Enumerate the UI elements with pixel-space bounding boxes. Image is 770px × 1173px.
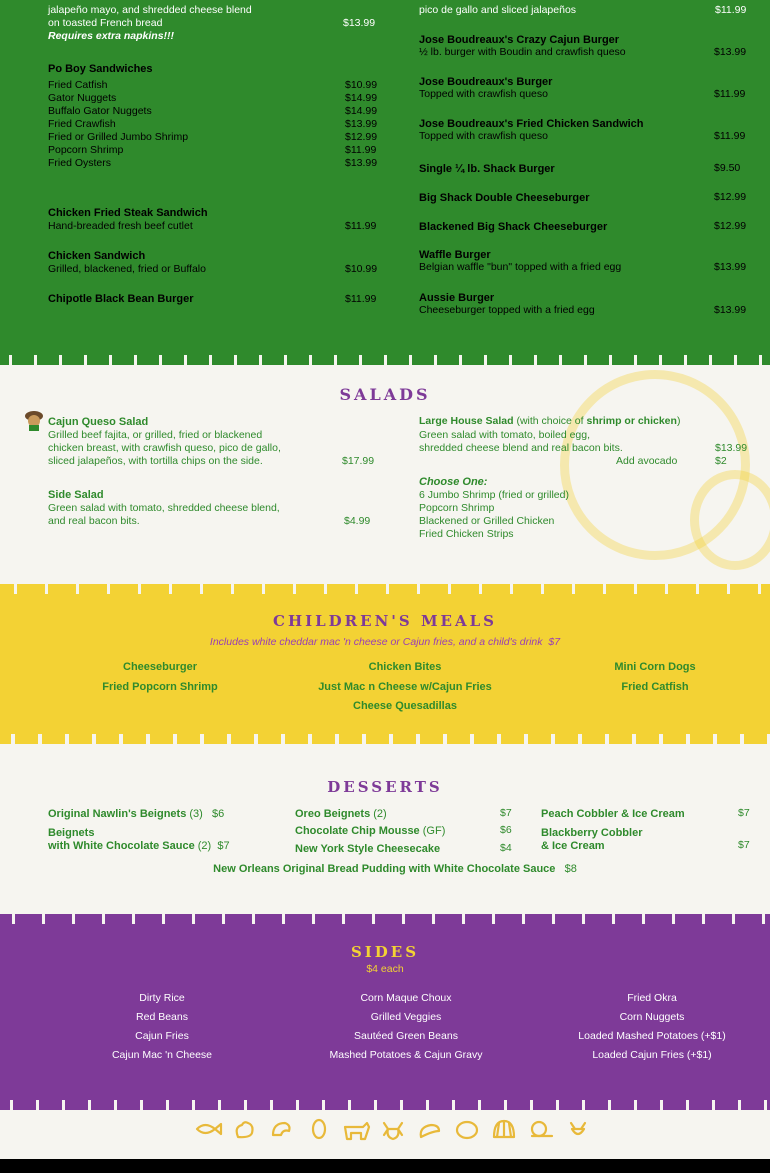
kid-meal: Fried Catfish	[621, 681, 689, 693]
po-boy-item: Fried Oysters	[48, 157, 112, 169]
menu-item-desc: and real bacon bits.	[48, 515, 140, 527]
item-price: $2	[715, 455, 727, 467]
corn-icon	[306, 1118, 334, 1147]
green-section	[0, 0, 770, 360]
dessert-name: Oreo Beignets	[295, 808, 371, 820]
crawfish-icon	[380, 1118, 408, 1147]
item-price: $11.99	[345, 220, 377, 232]
menu-item-name: Aussie Burger	[419, 292, 495, 304]
chicken-icon	[232, 1118, 260, 1147]
side-item: Corn Maque Choux	[360, 992, 452, 1004]
children-subtitle	[0, 636, 770, 648]
menu-item-name: Chicken Fried Steak Sandwich	[48, 207, 208, 219]
item-price: $11.99	[345, 293, 377, 305]
menu-item-name: Jose Boudreaux's Burger	[419, 76, 553, 88]
dessert-price: $8	[564, 863, 577, 875]
dessert-item	[295, 807, 387, 821]
children-price: $7	[548, 636, 561, 648]
fish-icon	[195, 1118, 223, 1147]
menu-item-name: Chicken Sandwich	[48, 250, 146, 262]
dessert-item	[295, 824, 445, 838]
po-boy-item: Fried Catfish	[48, 79, 108, 91]
po-boy-title: Po Boy Sandwiches	[48, 63, 153, 75]
side-item: Grilled Veggies	[370, 1011, 442, 1023]
menu-item-desc: Green salad with tomato, boiled egg,	[419, 429, 591, 441]
dessert-name: Beignets	[48, 827, 95, 839]
po-boy-item: Buffalo Gator Nuggets	[48, 105, 152, 117]
menu-item-name: Blackened Big Shack Cheeseburger	[419, 221, 608, 233]
menu-item-desc: Topped with crawfish queso	[419, 130, 548, 142]
side-item: Corn Nuggets	[619, 1011, 685, 1023]
item-price: $13.99	[343, 17, 376, 29]
menu-item-desc: ½ lb. burger with Boudin and crawfish queso	[419, 46, 626, 58]
choose-option: Blackened or Grilled Chicken	[419, 515, 555, 527]
menu-item-desc: Topped with crawfish queso	[419, 88, 548, 100]
menu-item-desc: Grilled beef fajita, or grilled, fried or blackened	[48, 429, 263, 441]
dessert-name: Blackberry Cobbler	[541, 827, 643, 839]
subtitle-text: Includes white cheddar mac 'n cheese or Cajun fries, and a child's drink	[209, 636, 543, 648]
choose-one-label: Choose One:	[419, 476, 488, 488]
paren-text: )	[676, 415, 681, 427]
side-item: Mashed Potatoes & Cajun Gravy	[329, 1049, 483, 1061]
choose-option: Fried Chicken Strips	[419, 528, 514, 540]
intro-line: on toasted French bread	[48, 17, 163, 29]
dessert-price: $7	[738, 807, 750, 819]
oyster-icon	[454, 1118, 482, 1147]
item-price: $13.99	[715, 442, 748, 454]
side-item: Cajun Mac 'n Cheese	[111, 1049, 213, 1061]
item-price: $11.99	[714, 88, 746, 100]
menu-item-desc: Grilled, blackened, fried or Buffalo	[48, 263, 206, 275]
menu-item-desc: sliced jalapeños, with tortilla chips on the side.	[48, 455, 263, 467]
pepper-icon	[417, 1118, 445, 1147]
kid-meal: Just Mac n Cheese w/Cajun Fries	[318, 681, 492, 693]
dessert-note: (3)	[189, 808, 203, 820]
kid-meal: Mini Corn Dogs	[614, 661, 696, 673]
dessert-name: Chocolate Chip Mousse	[295, 825, 420, 837]
side-item: Loaded Mashed Potatoes (+$1)	[578, 1030, 726, 1042]
item-price: $11.99	[715, 4, 747, 16]
item-price: $4.99	[344, 515, 371, 527]
menu-item-name: Jose Boudreaux's Crazy Cajun Burger	[419, 34, 620, 46]
dessert-name: Original Nawlin's Beignets	[48, 808, 187, 820]
side-item: Loaded Cajun Fries (+$1)	[592, 1049, 712, 1061]
item-price: $10.99	[345, 263, 378, 275]
large-house-heading	[419, 415, 680, 428]
menu-item-name: Waffle Burger	[419, 249, 491, 261]
side-item: Cajun Fries	[135, 1030, 189, 1042]
choose-option: 6 Jumbo Shrimp (fried or grilled)	[419, 489, 569, 501]
item-price: $12.99	[345, 131, 378, 143]
intro-line: jalapeño mayo, and shredded cheese blend	[48, 4, 252, 16]
cow-icon	[343, 1118, 371, 1147]
item-price: $13.99	[714, 46, 747, 58]
crab-icon	[565, 1118, 593, 1147]
dessert-price: $7	[500, 807, 512, 819]
dessert-name: with White Chocolate Sauce	[48, 840, 195, 852]
dessert-name: New York Style Cheesecake	[295, 843, 441, 855]
po-boy-item: Fried Crawfish	[48, 118, 116, 130]
item-price: $12.99	[714, 220, 747, 232]
bread-pudding	[0, 862, 770, 876]
brush-edge	[0, 584, 770, 594]
menu-item-desc: chicken breast, with crawfish queso, pico de gallo,	[48, 442, 281, 454]
children-title: CHILDREN'S MEALS	[273, 612, 497, 630]
kid-meal: Cheese Quesadillas	[353, 700, 457, 712]
item-price: $13.99	[714, 261, 747, 273]
desserts-title: DESSERTS	[327, 778, 443, 796]
paren-text: (with choice of	[516, 415, 587, 427]
dessert-note: (2)	[373, 808, 387, 820]
po-boy-item: Gator Nuggets	[48, 92, 117, 104]
dessert-price: $6	[212, 808, 225, 820]
dessert-item	[48, 807, 224, 821]
sides-title: SIDES	[350, 943, 420, 961]
dessert-price: $7	[738, 839, 750, 851]
item-price: $13.99	[714, 304, 747, 316]
po-boy-item: Fried or Grilled Jumbo Shrimp	[48, 131, 189, 143]
kid-meal: Chicken Bites	[368, 661, 442, 673]
menu-item-desc: Cheeseburger topped with a fried egg	[419, 304, 595, 316]
menu-item-name: Single ¼ lb. Shack Burger	[419, 163, 555, 175]
menu-item-desc: Green salad with tomato, shredded cheese blend,	[48, 502, 280, 514]
item-price: $12.99	[714, 191, 747, 203]
item-price: $11.99	[714, 130, 746, 142]
salads-title: SALADS	[339, 385, 431, 404]
menu-item-name: Large House Salad	[419, 415, 514, 427]
dessert-name: & Ice Cream	[541, 840, 605, 852]
item-price: $13.99	[345, 157, 378, 169]
item-price: $10.99	[345, 79, 378, 91]
brush-edge	[0, 734, 770, 744]
menu-item-name: Big Shack Double Cheeseburger	[419, 192, 590, 204]
side-item: Sautéed Green Beans	[354, 1030, 458, 1042]
snail-icon	[528, 1118, 556, 1147]
item-price: $11.99	[345, 144, 377, 156]
item-price: $14.99	[345, 92, 378, 104]
dessert-note: (GF)	[422, 825, 446, 837]
dessert-item	[48, 839, 230, 853]
side-item: Dirty Rice	[139, 992, 185, 1004]
sun-graphic	[690, 470, 770, 570]
menu-item-desc: Belgian waffle "bun" topped with a fried egg	[419, 261, 622, 273]
dessert-price: $6	[500, 824, 512, 836]
menu-item-name: Chipotle Black Bean Burger	[48, 293, 194, 305]
intro-note: Requires extra napkins!!!	[48, 30, 175, 42]
bottom-bar	[0, 1159, 770, 1173]
po-boy-item: Popcorn Shrimp	[48, 144, 124, 156]
menu-item-desc: shredded cheese blend and real bacon bits.	[419, 442, 623, 454]
brush-edge	[0, 914, 770, 924]
item-price: $13.99	[345, 118, 378, 130]
shell-icon	[491, 1118, 519, 1147]
menu-item-name: Side Salad	[48, 489, 104, 501]
dessert-price: $7	[217, 840, 230, 852]
dessert-note: (2)	[197, 840, 212, 852]
choose-option: Popcorn Shrimp	[419, 502, 495, 514]
menu-item-name: Cajun Queso Salad	[48, 416, 149, 428]
side-item: Fried Okra	[627, 992, 677, 1004]
item-price: $9.50	[714, 162, 741, 174]
avocado-addon: Add avocado	[616, 455, 678, 467]
menu-item-desc: Hand-breaded fresh beef cutlet	[48, 220, 193, 232]
dessert-price: $4	[500, 842, 512, 854]
side-item: Red Beans	[136, 1011, 188, 1023]
intro-line: pico de gallo and sliced jalapeños	[419, 4, 577, 16]
kid-meal: Cheeseburger	[123, 661, 197, 673]
choice-text: shrimp or chicken	[586, 415, 677, 427]
brush-edge	[0, 355, 770, 365]
chef-mascot-icon	[22, 409, 46, 436]
dessert-name: Peach Cobbler & Ice Cream	[541, 808, 685, 820]
shrimp-icon	[269, 1118, 297, 1147]
brush-edge	[0, 1100, 770, 1110]
kid-meal: Fried Popcorn Shrimp	[102, 681, 218, 693]
item-price: $17.99	[342, 455, 375, 467]
item-price: $14.99	[345, 105, 378, 117]
dessert-name: New Orleans Original Bread Pudding with White Chocolate Sauce	[213, 863, 556, 875]
menu-item-name: Jose Boudreaux's Fried Chicken Sandwich	[419, 118, 644, 130]
sides-subtitle: $4 each	[366, 963, 404, 975]
